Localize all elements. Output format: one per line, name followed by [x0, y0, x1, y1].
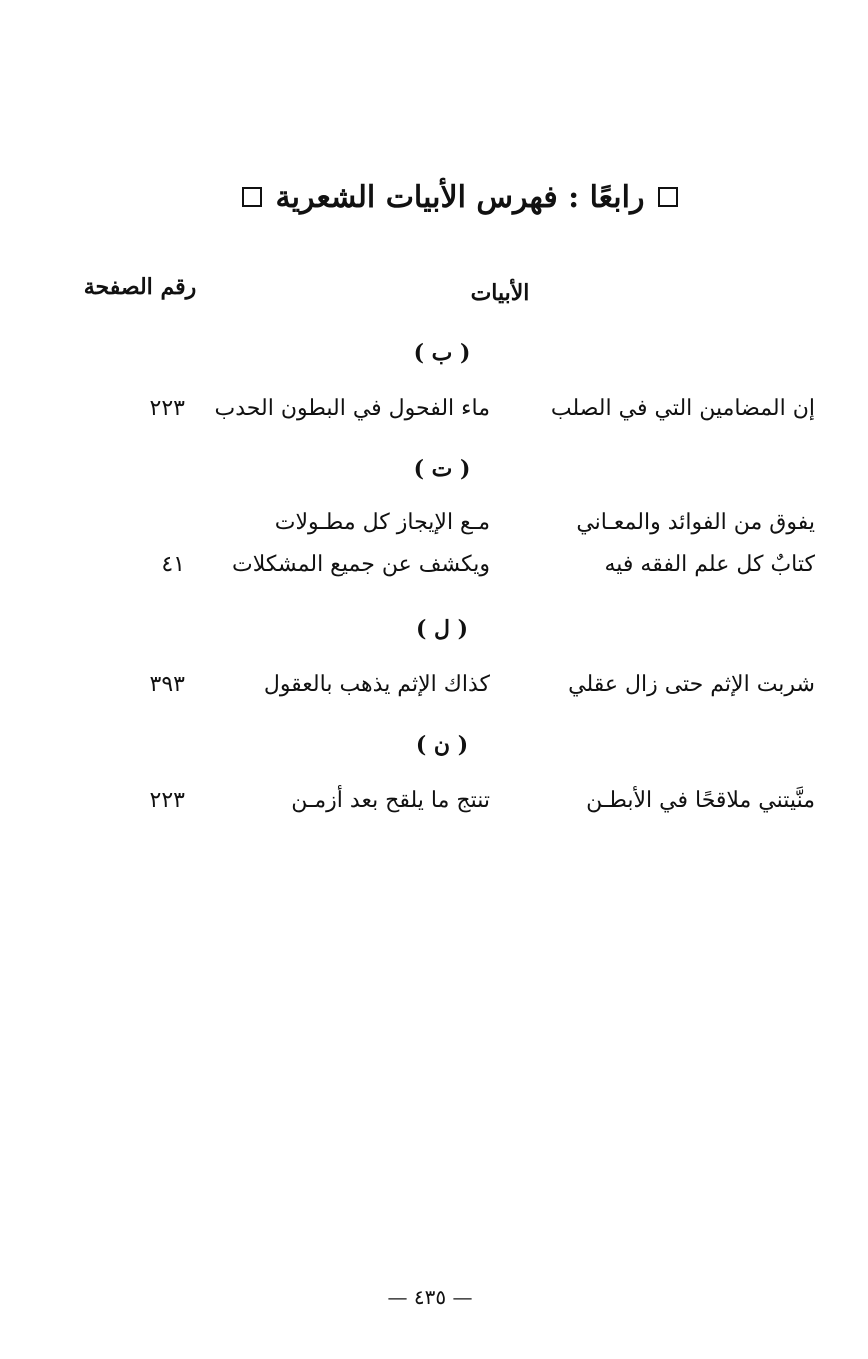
index-title-text: رابعًا : فهرس الأبيات الشعرية [275, 179, 645, 215]
verse-second-hemistich: تنتج ما يلقح بعد أزمـن [291, 788, 490, 813]
section-letter-ba: ( ب ) [413, 340, 471, 366]
verse-line [90, 672, 815, 712]
section-letter-nun: ( ن ) [415, 732, 469, 758]
verse-page-number: ٢٢٣ [149, 396, 185, 421]
verse-first-hemistich: منَّيتني ملاقحًا في الأبطـن [586, 788, 815, 813]
verse-second-hemistich: مـع الإيجاز كل مطـولات [274, 510, 490, 535]
section-letter-lam: ( ل ) [415, 616, 469, 642]
page-number-column-header: رقم الصفحة [83, 274, 197, 300]
verse-line [90, 788, 815, 828]
verse-line [90, 552, 815, 592]
verse-first-hemistich: كتابٌ كل علم الفقه فيه [604, 552, 815, 577]
verse-second-hemistich: ماء الفحول في البطون الحدب [214, 396, 490, 421]
verse-first-hemistich: إن المضامين التي في الصلب [550, 396, 815, 421]
page-footer-number: — ٤٣٥ — [387, 1285, 473, 1309]
index-title [220, 172, 700, 222]
verse-page-number: ٤١ [161, 552, 185, 577]
verse-second-hemistich: كذاك الإثم يذهب بالعقول [263, 672, 490, 697]
verse-first-hemistich: يفوق من الفوائد والمعـاني [576, 510, 815, 535]
verse-page-number: ٢٢٣ [149, 788, 185, 813]
square-ornament-icon [242, 187, 262, 207]
square-ornament-icon [658, 187, 678, 207]
verses-column-header: الأبيات [470, 280, 530, 306]
verse-line [90, 510, 815, 550]
verse-page-number: ٣٩٣ [149, 672, 185, 697]
verse-second-hemistich: ويكشف عن جميع المشكلات [232, 552, 490, 577]
section-letter-ta: ( ت ) [413, 456, 471, 482]
verse-line [90, 396, 815, 436]
verse-first-hemistich: شربت الإثم حتى زال عقلي [568, 672, 815, 697]
